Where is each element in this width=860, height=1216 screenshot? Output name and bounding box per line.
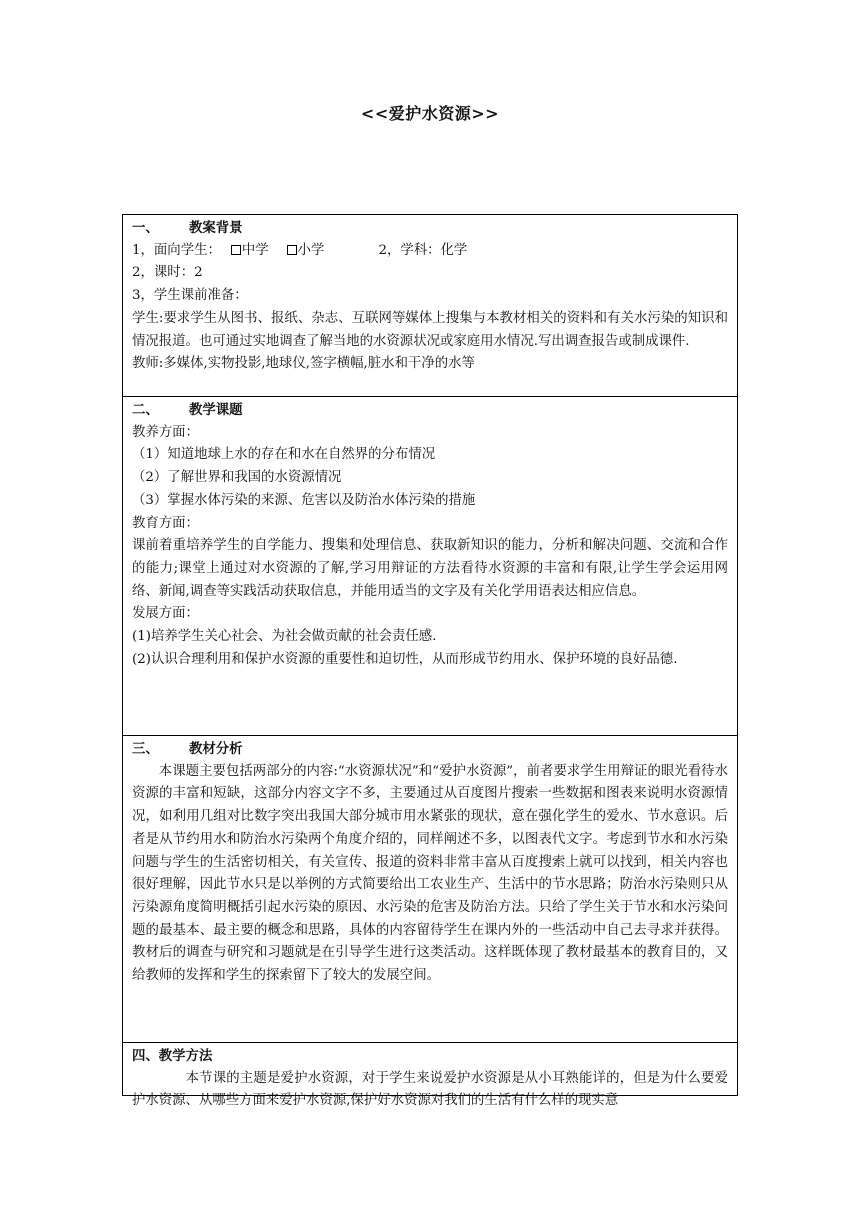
development-label: 发展方面： <box>132 606 199 622</box>
list-item: （1）知道地球上水的存在和水在自然界的分布情况 <box>132 447 436 463</box>
option-primary-school[interactable]: 小学 <box>287 240 325 263</box>
teacher-prep-text: 教师:多媒体,实物投影,地球仪,签字横幅,脏水和干净的水等 <box>132 356 475 372</box>
lesson-plan-table <box>122 214 738 1109</box>
cultivation-label: 教养方面： <box>132 424 199 440</box>
education-text: 课前着重培养学生的自学能力、搜集和处理信息、获取新知识的能力，分析和解决问题、交流和合作的能力;课堂上通过对水资源的了解,学习用辩证的方法看待水资源的丰富和有限,让学生学会运用网络、新闻,调查等实践活动获取信息，并能用适当的文字及有关化学用语表达相应信息。 <box>132 538 728 599</box>
section-heading: 四、教学方法 <box>132 1048 213 1064</box>
section-topic <box>123 396 737 736</box>
option-middle-school[interactable]: 中学 <box>231 240 269 263</box>
section-background <box>123 215 737 396</box>
page-title: <<爱护水资源>> <box>360 104 500 123</box>
checkbox-icon[interactable] <box>231 245 241 255</box>
list-item: (2)认识合理利用和保护水资源的重要性和迫切性，从而形成节约用水、保护环境的良好品德. <box>132 651 678 667</box>
list-item: （2）了解世界和我国的水资源情况 <box>132 470 342 486</box>
section-material-analysis <box>123 735 737 1043</box>
prep-label: 3，学生课前准备： <box>132 288 248 304</box>
section-heading: 二、 教学课题 <box>132 402 243 418</box>
subject-text: 2，学科：化学 <box>378 242 468 258</box>
section-teaching-method <box>123 1042 737 1109</box>
audience-row: 1，面向学生： 中学 小学 2，学科：化学 <box>132 240 728 263</box>
section-heading: 一、 教案背景 <box>132 220 243 236</box>
list-item: （3）掌握水体污染的来源、危害以及防治水体污染的措施 <box>132 492 476 508</box>
section-heading: 三、 教材分析 <box>132 741 243 757</box>
hours-text: 2，课时：2 <box>132 265 203 281</box>
checkbox-icon[interactable] <box>287 245 297 255</box>
education-label: 教育方面： <box>132 515 199 531</box>
method-text: 本节课的主题是爱护水资源，对于学生来说爱护水资源是从小耳熟能详的，但是为什么要爱护水资源、从哪些方面来爱护水资源,保护好水资源对我们的生活有什么样的现实意 <box>132 1070 728 1109</box>
students-prep-text: 学生:要求学生从图书、报纸、杂志、互联网等媒体上搜集与本教材相关的资料和有关水污染的知识和情况报道。也可通过实地调查了解当地的水资源状况或家庭用水情况.写出调查报告或制成课件. <box>132 310 728 349</box>
analysis-text: 本课题主要包括两部分的内容:“水资源状况”和“爱护水资源”，前者要求学生用辩证的眼光看待水资源的丰富和短缺，这部分内容文字不多，主要通过从百度图片搜索一些数据和图表来说明水资源情况，如利用几组对比数字突出我国大部分城市用水紧张的现状，意在强化学生的爱水、节水意识。后者是从节约用水和防治水污染两个角度介绍的，同样阐述不多，以图表代文字。考虑到节水和水污染问题与学生的生活密切相关，有关宣传、报道的资料非常丰富从百度搜索上就可以找到，相关内容也很好理解，因此节水只是以举例的方式简要给出工农业生产、生活中的节水思路；防治水污染则只从污染源角度简明概括引起水污染的原因、水污染的危害及防治方法。只给了学生关于节水和水污染问题的最基本、最主要的概念和思路，具体的内容留待学生在课内外的一些活动中自己去寻求并获得。教材后的调查与研究和习题就是在引导学生进行这类活动。这样既体现了教材最基本的教育目的，又给教师的发挥和学生的探索留下了较大的发展空间。 <box>132 763 728 984</box>
list-item: (1)培养学生关心社会、为社会做贡献的社会责任感. <box>132 629 437 645</box>
